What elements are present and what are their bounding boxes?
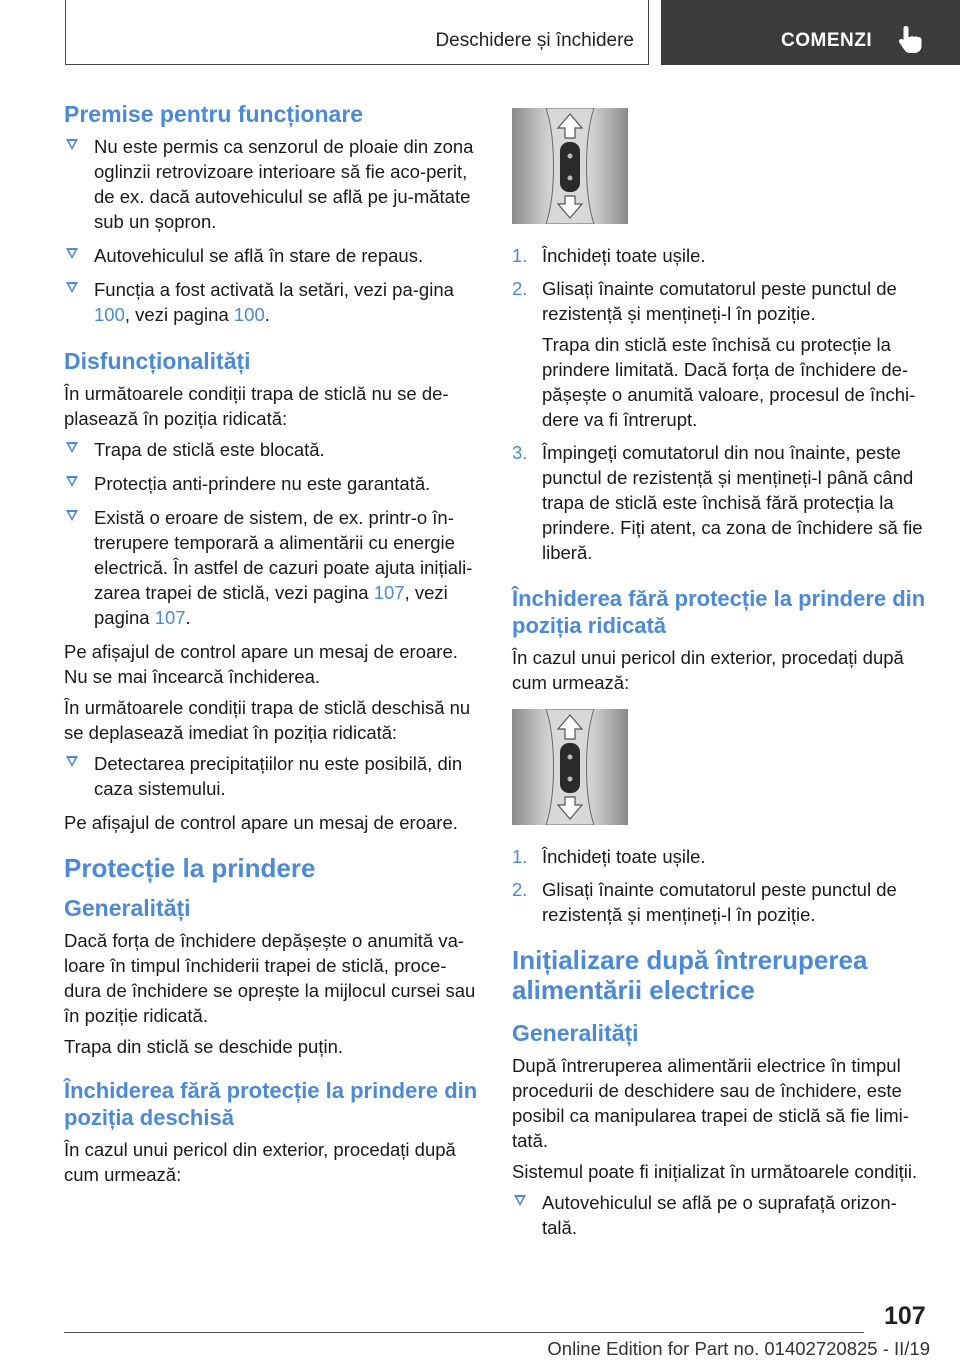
close-from-open-heading: Închiderea fără protecție la prindere din poziția deschisă (64, 1078, 478, 1130)
steps-list-1 (512, 243, 930, 565)
paragraph: Pe afișajul de control apare un mesaj de eroare. Nu se mai încearcă închiderea. (64, 641, 458, 687)
paragraph: Pe afișajul de control apare un mesaj de eroare. (64, 812, 458, 833)
list-item: 1. Închideți toate ușile. (512, 245, 706, 266)
sunroof-switch-photo (512, 108, 628, 224)
disfunctions-list-2 (64, 751, 482, 801)
paragraph: Trapa din sticlă se deschide puțin. (64, 1036, 344, 1057)
init-conditions-list (512, 1190, 930, 1240)
header-chapter-label: COMENZI (781, 30, 873, 51)
general-heading: Generalități (512, 1020, 639, 1046)
edition-note: Online Edition for Part no. 01402720825 - II/19 (547, 1338, 930, 1359)
page-link[interactable]: 107 (154, 607, 186, 628)
list-item: 2. Glisați înainte comutatorul peste punctul de rezistență și mențineți-l în poziție. Trapa din sticlă este închisă cu protecție la prindere limitată. Dacă forța de închidere de-pășește o anumită valoare, procesul de închi-dere va fi întrerupt. (512, 276, 930, 432)
footer-divider (64, 1332, 864, 1333)
paragraph: În următoarele condiții trapa de sticlă deschisă nu se deplasează imediat în poziția ridicată: (64, 697, 471, 743)
paragraph: În cazul unui pericol din exterior, procedați după cum urmează: (512, 647, 904, 693)
premise-heading: Premise pentru funcționare (64, 101, 364, 127)
triangle-bullet-icon (514, 1195, 526, 1206)
triangle-bullet-icon (66, 510, 78, 521)
page-link[interactable]: 100 (233, 304, 265, 325)
triangle-bullet-icon (66, 248, 78, 259)
list-item: Detectarea precipitațiilor nu este posibilă, din caza sistemului. (64, 751, 482, 801)
page-link[interactable]: 100 (94, 304, 125, 325)
general-heading: Generalități (64, 895, 191, 921)
right-column (512, 108, 930, 1249)
disfunctions-heading: Disfuncționalități (64, 348, 251, 374)
list-item: 3. Împingeți comutatorul din nou înainte, peste punctul de rezistență și mențineți-l până când trapa de sticlă este închisă fără protecția la prindere. Fiți atent, ca zona de închidere să fie liberă. (512, 442, 923, 563)
triangle-bullet-icon (66, 282, 78, 293)
paragraph: Dacă forța de închidere depășește o anumită va-loare în timpul închiderii trapei de sticlă, proce-dura de închidere se oprește la mijlocul cursei sau în poziție ridicată. (64, 930, 476, 1026)
page-number: 107 (884, 1302, 926, 1330)
paragraph: În următoarele condiții trapa de sticlă nu se de-plasează în poziția ridicată: (64, 383, 449, 429)
list-item: Protecția anti-prindere nu este garantată. (64, 471, 482, 496)
left-column (64, 100, 482, 1193)
list-item: Autovehiculul se află în stare de repaus. (64, 243, 482, 268)
close-from-raised-heading: Închiderea fără protecție la prindere din poziția ridicată (512, 586, 926, 638)
list-item: Există o eroare de sistem, de ex. printr-o în-trerupere temporară a alimentării cu energie electrică. În astfel de cazuri poate ajuta inițiali-zarea trapei de sticlă, vezi pagina 107, vezi pagina 107. (64, 505, 482, 630)
paragraph: După întreruperea alimentării electrice în timpul procedurii de deschidere sau de închidere, este posibil ca manipularea trapei de sticlă să fie limi-tată. (512, 1055, 909, 1151)
list-item: 1. Închideți toate ușile. (512, 846, 706, 867)
hand-pointer-icon (897, 24, 923, 54)
list-item: Autovehiculul se află pe o suprafață orizon-tală. (512, 1190, 930, 1240)
disfunctions-list (64, 437, 482, 630)
triangle-bullet-icon (66, 139, 78, 150)
triangle-bullet-icon (66, 756, 78, 767)
list-item: Nu este permis ca senzorul de ploaie din zona oglinzii retrovizoare interioare să fie aco-perit, de ex. dacă autovehiculul se află pe ju-mătate sub un șopron. (64, 134, 482, 234)
step-note: Trapa din sticlă este închisă cu protecție la prindere limitată. Dacă forța de închidere de-pășește o anumită valoare, procesul de închi-dere va fi întrerupt. (542, 334, 916, 430)
initialization-heading: Inițializare după întreruperea alimentării electrice (512, 945, 868, 1005)
paragraph: În cazul unui pericol din exterior, procedați după cum urmează: (64, 1139, 456, 1185)
premise-list (64, 134, 482, 327)
list-item: Trapa de sticlă este blocată. (64, 437, 482, 462)
page-link[interactable]: 107 (373, 582, 405, 603)
list-item: Funcția a fost activată la setări, vezi pa-gina 100, vezi pagina 100. (64, 277, 482, 327)
paragraph: Sistemul poate fi inițializat în următoarele condiții. (512, 1161, 918, 1182)
sunroof-switch-photo (512, 709, 628, 825)
triangle-bullet-icon (66, 476, 78, 487)
page-header (0, 0, 960, 66)
list-item: 2. Glisați înainte comutatorul peste punctul de rezistență și mențineți-l în poziție. (512, 879, 897, 925)
steps-list-2 (512, 844, 930, 927)
header-section-title: Deschidere și închidere (435, 30, 634, 51)
header-chapter-tab[interactable] (661, 0, 960, 65)
pinch-protection-heading: Protecție la prindere (64, 853, 316, 883)
triangle-bullet-icon (66, 442, 78, 453)
